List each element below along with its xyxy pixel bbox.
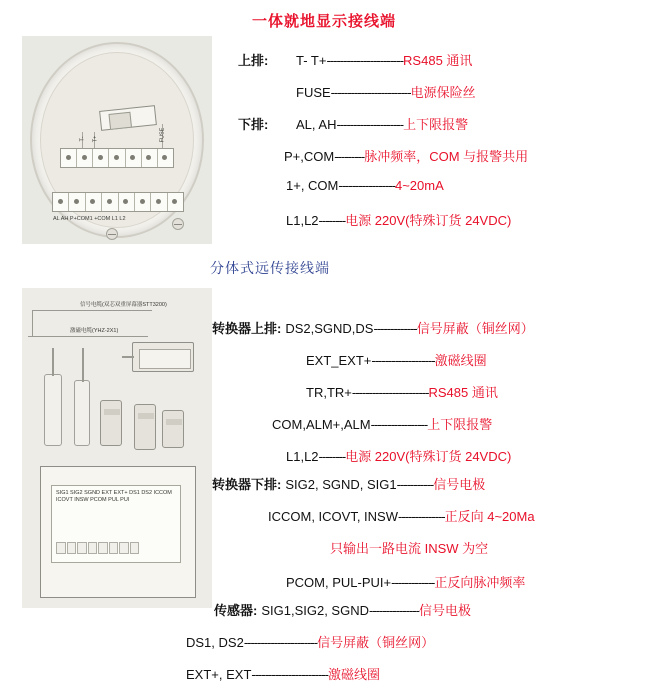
terminal-pin <box>158 149 173 167</box>
row-group-label: 下排: <box>238 117 269 132</box>
wiring-row <box>212 474 485 493</box>
row-description: RS485 通讯 <box>428 385 498 400</box>
row-description: 电源 220V(特殊订货 24VDC) <box>345 449 512 464</box>
row-description: 脉冲频率，COM 与报警共用 <box>364 149 529 164</box>
converter-pin-row <box>56 542 140 554</box>
wiring-row <box>284 146 528 165</box>
row-dash: -------- <box>318 213 346 228</box>
wiring-row <box>286 572 525 591</box>
row-dash: ----------------------- <box>251 667 328 682</box>
row-terminal-code: EXT_EXT+ <box>306 353 372 368</box>
row-dash: ----------------------- <box>326 53 404 68</box>
terminal-label-t-plus: T+ <box>92 135 99 143</box>
row-dash: ------------- <box>373 321 417 336</box>
terminal-pin <box>151 193 167 211</box>
row-terminal-code: SIG1,SIG2, SGND <box>261 603 369 618</box>
wiring-row <box>286 446 511 465</box>
row-description: 只输出一路电流 INSW 为空 <box>330 541 489 556</box>
terminal-pin <box>93 149 109 167</box>
cable-conduit <box>44 374 62 446</box>
lead-line <box>28 336 148 337</box>
connector-line <box>122 356 134 358</box>
row-terminal-code: 1+, COM <box>286 178 339 193</box>
terminal-panel <box>51 485 181 563</box>
terminal-pin <box>56 542 66 554</box>
row-terminal-code: COM,ALM+,ALM <box>272 417 371 432</box>
row-description: 上下限报警 <box>427 417 493 432</box>
wiring-row <box>296 82 476 101</box>
row-description: 激磁线圈 <box>327 667 380 682</box>
row-description: 电源保险丝 <box>410 85 476 100</box>
row-terminal-code: EXT+, EXT <box>186 667 252 682</box>
terminal-pin <box>109 149 125 167</box>
row-dash: ------------------- <box>371 353 435 368</box>
wiring-row <box>238 114 468 133</box>
row-description: 正反向 4~20Ma <box>444 509 535 524</box>
row-terminal-code: TR,TR+ <box>306 385 352 400</box>
row-dash: ----------------------- <box>351 385 429 400</box>
wire-line <box>52 348 54 376</box>
row-group-label: 转换器上排: <box>212 321 282 336</box>
terminal-pin <box>109 542 119 554</box>
row-dash: --------- <box>334 149 365 164</box>
wiring-row <box>268 506 535 525</box>
terminal-pin <box>88 542 98 554</box>
wiring-row <box>286 178 444 193</box>
row-description: 激磁线圈 <box>434 353 487 368</box>
terminal-pin <box>130 542 140 554</box>
wiring-row <box>306 382 498 401</box>
ground-screw <box>172 218 184 230</box>
row-dash: -------------- <box>398 509 445 524</box>
row-terminal-code: DS2,SGND,DS <box>285 321 374 336</box>
row-description: 正反向脉冲频率 <box>434 575 526 590</box>
row-dash: ------------- <box>391 575 435 590</box>
terminal-pin <box>69 193 85 211</box>
terminal-pin <box>126 149 142 167</box>
row-dash: ---------------------- <box>243 635 318 650</box>
row-description: 信号屏蔽（铜丝网） <box>416 321 534 336</box>
terminal-pin <box>168 193 183 211</box>
row-dash: ----------------- <box>370 417 428 432</box>
row-dash: -------- <box>318 449 346 464</box>
page-title: 一体就地显示接线端 <box>251 13 396 30</box>
row-dash: --------------- <box>369 603 419 618</box>
row-terminal-code: FUSE <box>296 85 331 100</box>
row-description: 上下限报警 <box>403 117 469 132</box>
row-terminal-code: P+,COM <box>284 149 335 164</box>
row-terminal-code: L1,L2 <box>286 449 319 464</box>
row-terminal-code: PCOM, PUL-PUI+ <box>286 575 392 590</box>
row-group-label: 传感器: <box>214 603 258 618</box>
row-dash: ------------------------ <box>330 85 411 100</box>
wiring-row <box>214 600 471 619</box>
terminal-pin <box>67 542 77 554</box>
row-terminal-code: AL, AH <box>296 117 337 132</box>
wiring-row <box>238 50 472 69</box>
signal-cable-label: 信号电缆(双芯双重屏幕器STT3200) <box>80 302 167 308</box>
row-description: 电源 220V(特殊订货 24VDC) <box>345 213 512 228</box>
wiring-row <box>186 664 380 683</box>
converter-enclosure <box>40 466 196 598</box>
row-terminal-code: ICCOM, ICOVT, INSW <box>268 509 398 524</box>
row-description: 信号电极 <box>418 603 471 618</box>
section-subtitle: 分体式远传接线端 <box>210 260 330 276</box>
terminal-pin <box>135 193 151 211</box>
terminal-label-t-minus: T- <box>79 136 86 142</box>
row-description: RS485 通讯 <box>403 53 473 68</box>
wiring-row <box>186 632 434 651</box>
terminal-pin <box>77 149 93 167</box>
row-description: 4~20mA <box>394 178 444 193</box>
terminal-pin <box>98 542 108 554</box>
row-terminal-code: DS1, DS2 <box>186 635 244 650</box>
lower-terminal-labels: AL AH P+COM1 +COM L1 L2 <box>53 216 126 222</box>
row-dash: ----------- <box>396 477 434 492</box>
wiring-row <box>286 210 511 229</box>
terminal-pin <box>119 542 129 554</box>
ground-screw <box>106 228 118 240</box>
terminal-pin <box>102 193 118 211</box>
terminal-pin <box>53 193 69 211</box>
terminal-pin <box>119 193 135 211</box>
row-description: 信号电极 <box>433 477 486 492</box>
remote-transmitter-photo <box>22 288 212 608</box>
row-terminal-code: T- T+ <box>296 53 327 68</box>
cable-gland <box>162 410 184 448</box>
wiring-row <box>272 414 492 433</box>
terminal-pin <box>142 149 158 167</box>
wiring-note <box>330 538 488 557</box>
row-dash: ----------------- <box>338 178 395 193</box>
row-dash: -------------------- <box>336 117 404 132</box>
lead-line <box>32 310 152 311</box>
row-terminal-code: SIG2, SGND, SIG1 <box>285 477 397 492</box>
integrated-terminal-photo <box>22 36 212 244</box>
row-group-label: 上排: <box>238 53 269 68</box>
row-description: 信号屏蔽（铜丝网） <box>317 635 435 650</box>
terminal-label-fuse: FUSE <box>159 127 166 143</box>
lead-line <box>32 310 33 336</box>
row-group-label: 转换器下排: <box>212 477 282 492</box>
terminal-pin <box>86 193 102 211</box>
cable-conduit <box>74 380 90 446</box>
lower-terminal-block <box>52 192 184 212</box>
terminal-panel-labels: SIG1 SIG2 SGND EXT EXT+ DS1 DS2 ICCOM ICOVT INSW PCOM PUL PUI <box>56 490 172 503</box>
upper-terminal-block <box>60 148 174 168</box>
cable-gland <box>134 404 156 450</box>
row-terminal-code: L1,L2 <box>286 213 319 228</box>
wiring-row <box>306 350 487 369</box>
wiring-row <box>212 318 534 337</box>
cable-gland <box>100 400 122 446</box>
terminal-pin <box>61 149 77 167</box>
terminal-pin <box>77 542 87 554</box>
excitation-cable-label: 激磁电缆(YHZ-2X1) <box>70 328 119 334</box>
wire-line <box>82 348 84 382</box>
sensor-head <box>132 342 194 372</box>
